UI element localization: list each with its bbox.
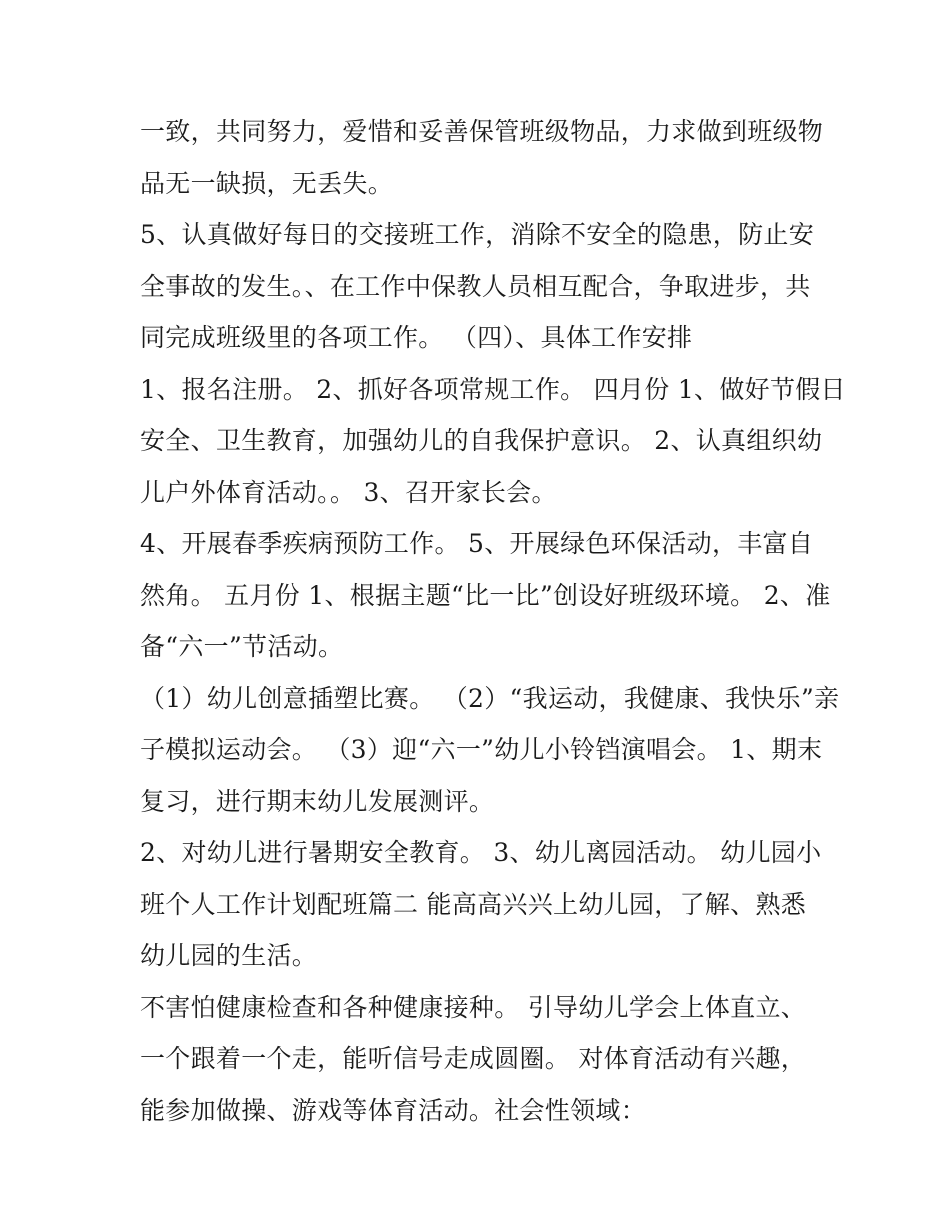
text-line: 班个人工作计划配班篇二 能高高兴兴上幼儿园，了解、熟悉 [140,889,807,919]
text-line: 然角。 五月份 1、根据主题“比一比”创设好班级环境。 2、准 [140,580,831,610]
document-body [140,106,846,1136]
text-line: 安全、卫生教育，加强幼儿的自我保护意识。 2、认真组织幼 [140,426,823,455]
text-line: 一个跟着一个走，能听信号走成圆圈。 对体育活动有兴趣， [140,1044,807,1073]
text-line: 4、开展春季疾病预防工作。 5、开展绿色环保活动，丰富自 [140,529,814,558]
text-line: 同完成班级里的各项工作。 （四）、具体工作安排 [140,323,693,352]
text-line: 5、认真做好每日的交接班工作，消除不安全的隐患，防止安 [140,220,815,249]
text-line: 全事故的发生。、在工作中保教人员相互配合，争取进步，共 [140,271,811,301]
text-line: 子模拟运动会。 （3）迎“六一”幼儿小铃铛演唱会。 1、期末 [140,735,823,764]
text-line: 幼儿园的生活。 [140,941,318,970]
text-line: 复习，进行期末幼儿发展测评。 [140,786,495,816]
text-line: 能参加做操、游戏等体育活动。社会性领域： [140,1095,647,1125]
text-line: 一致，共同努力，爱惜和妥善保管班级物品，力求做到班级物 [140,117,824,146]
text-line: 2、对幼儿进行暑期安全教育。 3、幼儿离园活动。 幼儿园小 [140,838,822,867]
text-line: （1）幼儿创意插塑比赛。 （2）“我运动，我健康、我快乐”亲 [140,683,840,713]
text-line: 品无一缺损，无丢失。 [140,168,394,198]
text-line: 1、报名注册。 2、抓好各项常规工作。 四月份 1、做好节假日 [140,374,846,404]
text-line: 儿户外体育活动。。 3、召开家长会。 [140,477,557,507]
text-line: 备“六一”节活动。 [140,632,344,661]
text-line: 不害怕健康检查和各种健康接种。 引导幼儿学会上体直立、 [140,992,807,1022]
